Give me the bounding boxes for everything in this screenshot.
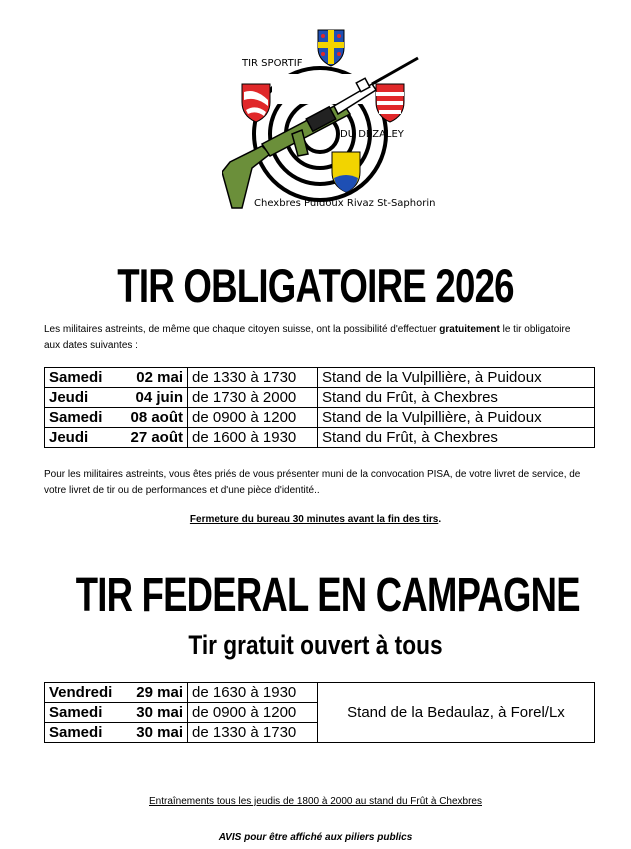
intro-text-end: le tir obligatoire aux dates suivantes : [44, 324, 571, 351]
crest-bottom-icon [332, 152, 360, 192]
date-label: 08 août [130, 409, 183, 426]
table-row [45, 408, 595, 428]
schedule-table-obligatoire [44, 367, 595, 448]
table-row [45, 368, 595, 388]
crest-right-icon [376, 84, 404, 122]
intro-text-start: Les militaires astreints, de même que chaque citoyen suisse, ont la possibilité d'effectuer [44, 324, 440, 335]
crest-left-icon [242, 84, 270, 122]
intro-text-bold: gratuitement [439, 324, 500, 335]
date-label: 30 mai [136, 724, 183, 741]
rifle-target-emblem [222, 22, 442, 218]
avis-note: AVIS pour être affiché aux piliers publics [218, 832, 413, 843]
date-label: 04 juin [135, 389, 183, 406]
logo-bottom-text: Chexbres Puidoux Rivaz St-Saphorin [254, 198, 436, 209]
fermeture-period: . [438, 514, 442, 525]
table-row [45, 428, 595, 448]
table-row [45, 683, 595, 703]
notice-paragraph: Pour les militaires astreints, vous êtes priés de vous présenter muni de la convocation PISA, de votre livret de service, de votre livret de tir ou de performances et d'une pièce d'identité.. [44, 469, 581, 496]
fermeture-note [0, 514, 631, 525]
day-cell [45, 723, 188, 743]
schedule-table-campagne [44, 682, 595, 743]
day-cell [45, 703, 188, 723]
place-cell: Stand du Frût, à Chexbres [318, 388, 595, 408]
place-cell: Stand du Frût, à Chexbres [318, 428, 595, 448]
place-cell: Stand de la Bedaulaz, à Forel/Lx [318, 683, 595, 743]
section-title-tir-federal: TIR FEDERAL EN CAMPAGNE [75, 569, 580, 622]
intro-paragraph [44, 322, 589, 354]
day-cell [45, 428, 188, 448]
club-logo [222, 22, 442, 218]
day-label: Samedi [49, 369, 103, 386]
time-cell: de 0900 à 1200 [188, 408, 318, 428]
entrainements-note: Entraînements tous les jeudis de 1800 à 2000 au stand du Frût à Chexbres [149, 796, 482, 807]
table-row [45, 388, 595, 408]
day-cell [45, 368, 188, 388]
time-cell: de 1730 à 2000 [188, 388, 318, 408]
time-cell: de 1330 à 1730 [188, 723, 318, 743]
day-cell [45, 388, 188, 408]
time-cell: de 1600 à 1930 [188, 428, 318, 448]
time-cell: de 1630 à 1930 [188, 683, 318, 703]
fermeture-text: Fermeture du bureau 30 minutes avant la fin des tirs [189, 514, 439, 525]
day-label: Jeudi [49, 429, 89, 446]
date-label: 27 août [130, 429, 183, 446]
place-cell: Stand de la Vulpillière, à Puidoux [318, 408, 595, 428]
date-label: 02 mai [136, 369, 183, 386]
page-title-tir-obligatoire: TIR OBLIGATOIRE 2026 [117, 259, 514, 312]
section-subtitle: Tir gratuit ouvert à tous [188, 630, 443, 660]
day-label: Vendredi [49, 684, 113, 701]
logo-right-text: DU DEZALEY [340, 129, 404, 140]
logo-top-text: TIR SPORTIF [242, 58, 303, 69]
place-cell: Stand de la Vulpillière, à Puidoux [318, 368, 595, 388]
day-cell [45, 683, 188, 703]
time-cell: de 0900 à 1200 [188, 703, 318, 723]
date-label: 29 mai [136, 684, 183, 701]
day-cell [45, 408, 188, 428]
crest-top-icon [318, 30, 344, 66]
day-label: Samedi [49, 704, 103, 721]
date-label: 30 mai [136, 704, 183, 721]
day-label: Samedi [49, 724, 103, 741]
time-cell: de 1330 à 1730 [188, 368, 318, 388]
day-label: Samedi [49, 409, 103, 426]
day-label: Jeudi [49, 389, 89, 406]
